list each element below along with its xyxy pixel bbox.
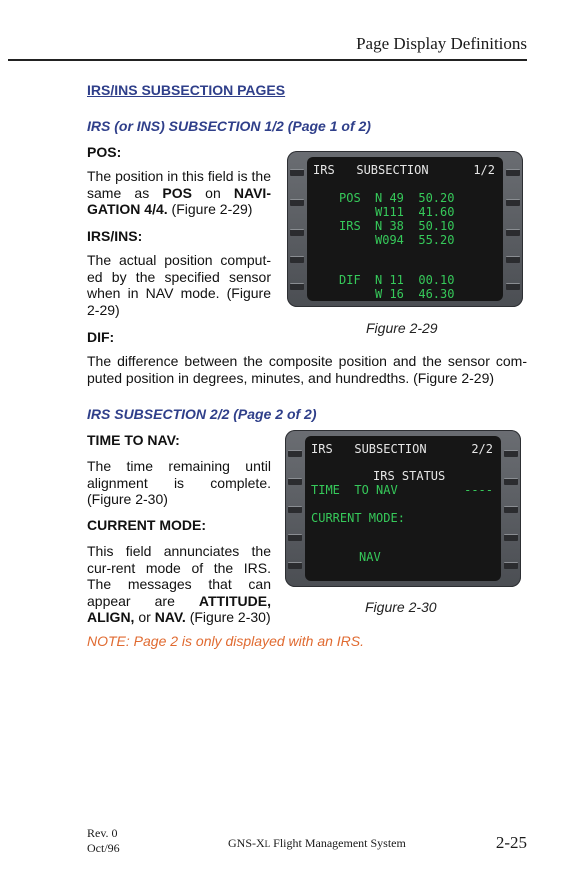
screen-page-number: 1/2	[473, 163, 495, 177]
header-rule	[8, 59, 527, 61]
pos-label: POS:	[87, 144, 122, 160]
current-mode-description: This field annunciates the cur-rent mode of the IRS. The messages that can appear are ATTITUDE, ALIGN, or NAV. (Figure 2-30)	[87, 543, 271, 625]
cdu-screen	[305, 436, 501, 581]
page1-heading: IRS (or INS) SUBSECTION 1/2 (Page 1 of 2)	[87, 118, 371, 134]
irs-status-title: IRS STATUS	[373, 469, 446, 483]
footer-rev: Rev. 0	[87, 826, 118, 840]
dif-description: The difference between the composite position and the sensor com-puted position in degrees, minutes, and hundredths. (Figure 2-29)	[87, 353, 527, 386]
cdu-display-figure-2-30	[285, 430, 521, 587]
current-mode-value: NAV	[359, 550, 381, 564]
irs-ins-description: The actual position comput-ed by the specified sensor when in NAV mode. (Figure 2-29)	[87, 252, 271, 318]
line-select-key-right-2	[506, 199, 520, 206]
time-to-nav-field-label: TIME TO NAV	[311, 483, 398, 497]
cdu-screen	[307, 157, 503, 301]
irs-field-label: IRS	[339, 219, 361, 233]
line-select-key-right-4	[504, 534, 518, 541]
irs-ins-label: IRS/INS:	[87, 228, 143, 244]
note-text: NOTE: Page 2 is only displayed with an IRS.	[87, 633, 365, 649]
page2-heading: IRS SUBSECTION 2/2 (Page 2 of 2)	[87, 406, 317, 422]
line-select-key-left-1	[290, 169, 304, 176]
time-to-nav-value: ----	[464, 483, 493, 497]
line-select-key-right-4	[506, 256, 520, 263]
line-select-key-right-5	[506, 283, 520, 290]
cdu-display-figure-2-29	[287, 151, 523, 307]
section-heading: IRS/INS SUBSECTION PAGES	[87, 82, 286, 98]
irs-latitude: N 38 50.10	[375, 219, 455, 233]
figure-2-29-caption: Figure 2-29	[366, 320, 438, 336]
time-to-nav-description: The time remaining until alignment is complete. (Figure 2-30)	[87, 458, 271, 507]
irs-longitude: W094 55.20	[375, 233, 455, 247]
pos-latitude: N 49 50.20	[375, 191, 455, 205]
time-to-nav-label: TIME TO NAV:	[87, 432, 180, 448]
dif-latitude: N 11 00.10	[375, 273, 455, 287]
pos-field-label: POS	[339, 191, 361, 205]
line-select-key-left-2	[290, 199, 304, 206]
pos-description: The position in this field is the same as POS on NAVI-GATION 4/4. (Figure 2-29)	[87, 168, 271, 217]
screen-page-number: 2/2	[471, 442, 493, 456]
line-select-key-left-4	[288, 534, 302, 541]
line-select-key-left-4	[290, 256, 304, 263]
footer-product-name: GNS-XL Flight Management System	[228, 836, 406, 850]
page-header-title: Page Display Definitions	[356, 34, 527, 53]
line-select-key-right-5	[504, 562, 518, 569]
dif-longitude: W 16 46.30	[375, 287, 455, 301]
screen-title: IRS SUBSECTION	[311, 442, 427, 456]
footer-revision	[87, 826, 120, 856]
line-select-key-right-1	[504, 450, 518, 457]
line-select-key-left-2	[288, 478, 302, 485]
screen-title: IRS SUBSECTION	[313, 163, 429, 177]
line-select-key-left-3	[288, 506, 302, 513]
line-select-key-right-1	[506, 169, 520, 176]
line-select-key-left-5	[290, 283, 304, 290]
line-select-key-left-3	[290, 229, 304, 236]
line-select-key-left-5	[288, 562, 302, 569]
footer-page-number: 2-25	[495, 833, 527, 852]
line-select-key-right-3	[504, 506, 518, 513]
dif-field-label: DIF	[339, 273, 361, 287]
line-select-key-right-2	[504, 478, 518, 485]
current-mode-field-label: CURRENT MODE:	[311, 511, 405, 525]
pos-longitude: W111 41.60	[375, 205, 455, 219]
current-mode-label: CURRENT MODE:	[87, 517, 206, 533]
line-select-key-right-3	[506, 229, 520, 236]
dif-label: DIF:	[87, 329, 115, 345]
footer-date: Oct/96	[87, 841, 120, 855]
line-select-key-left-1	[288, 450, 302, 457]
figure-2-30-caption: Figure 2-30	[365, 599, 437, 615]
